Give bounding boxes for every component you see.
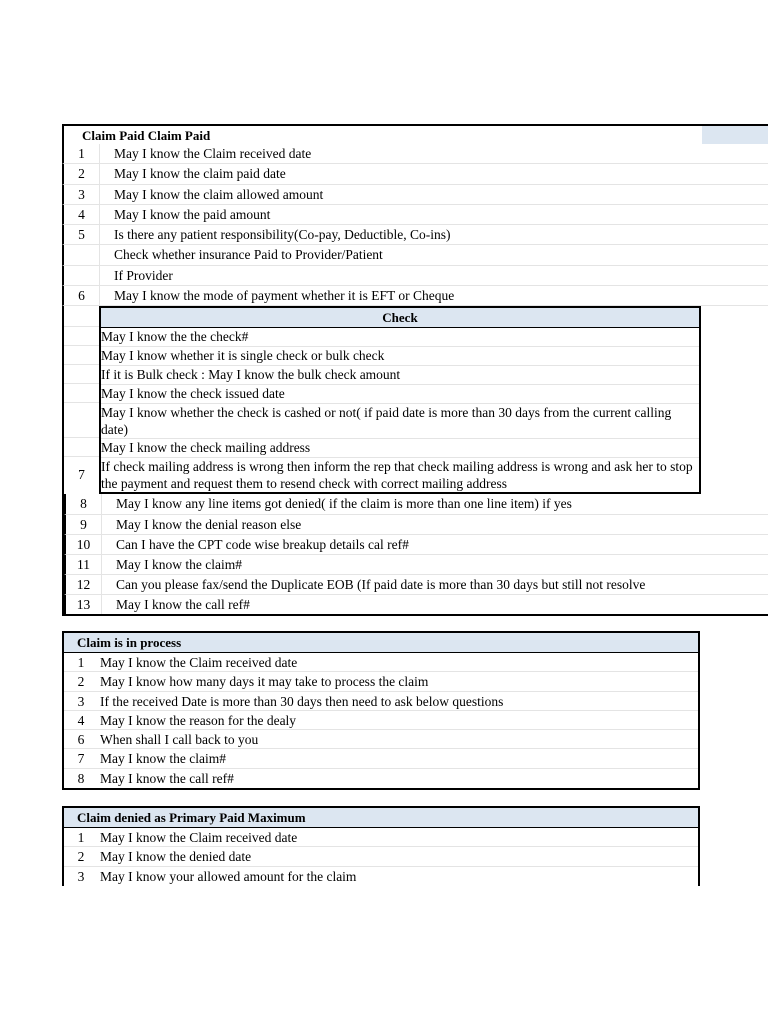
row-number: 6	[77, 732, 85, 748]
row-text: May I know the mode of payment whether it is EFT or Cheque	[114, 288, 455, 304]
table-row	[62, 225, 768, 245]
check-number-column	[64, 306, 100, 494]
row-number: 9	[66, 515, 102, 534]
row-text: May I know the denied date	[100, 849, 252, 865]
table-row	[62, 144, 768, 164]
table-row	[64, 535, 768, 555]
table-row	[64, 692, 698, 711]
row-number: 8	[66, 494, 102, 513]
row-text: May I know the claim#	[100, 751, 226, 767]
row-text: May I know your allowed amount for the claim	[100, 868, 357, 884]
row-number: 1	[77, 655, 85, 670]
row-text: Check whether insurance Paid to Provider/Patient	[114, 247, 383, 263]
row-text: May I know the Claim received date	[100, 830, 298, 845]
table-row	[64, 672, 698, 691]
row-number: 2	[64, 164, 100, 183]
denied-header: Claim denied as Primary Paid Maximum	[64, 808, 698, 828]
table-row	[64, 828, 698, 847]
table-row	[64, 555, 768, 575]
row-number: 2	[77, 849, 85, 865]
row-text: May I know the claim allowed amount	[114, 186, 324, 202]
row-number: 3	[77, 868, 85, 884]
table-row	[62, 205, 768, 225]
check-row: May I know whether the check is cashed or not( if paid date is more than 30 days from the current calling date)	[101, 404, 699, 439]
row-number: 2	[77, 674, 85, 690]
table-row	[64, 769, 698, 788]
row-text: May I know the claim#	[116, 556, 242, 572]
row-text: May I know the claim paid date	[114, 166, 286, 182]
row-text: If Provider	[114, 267, 173, 283]
row-number: 3	[64, 185, 100, 204]
check-row: May I know the check issued date	[101, 385, 699, 404]
blank-cell	[64, 365, 99, 384]
check-row: If check mailing address is wrong then inform the rep that check mailing address is wrong and ask her to stop the payment and request them to resend check with correct mailing address	[101, 459, 693, 492]
claim-paid-header	[62, 124, 768, 144]
row-number	[64, 245, 100, 264]
row-text: May I know the paid amount	[114, 206, 271, 222]
check-row: If it is Bulk check : May I know the bulk check amount	[101, 366, 699, 385]
in-process-header: Claim is in process	[64, 633, 698, 653]
table-row	[62, 245, 768, 265]
table-row	[64, 575, 768, 595]
row-number: 5	[64, 225, 100, 244]
row-text: May I know any line items got denied( if the claim is more than one line item) if yes	[116, 496, 572, 512]
denied-table	[62, 806, 700, 886]
table-row	[64, 847, 698, 866]
row-number: 4	[64, 205, 100, 224]
header-highlight	[702, 126, 768, 144]
row-text: May I know the Claim received date	[100, 655, 298, 670]
row-number: 3	[77, 693, 85, 709]
table-row	[62, 164, 768, 184]
row-number: 12	[66, 575, 102, 594]
row-number	[64, 266, 100, 285]
row-number: 7	[77, 751, 85, 767]
row-text: May I know the call ref#	[116, 597, 250, 613]
row-text: May I know how many days it may take to process the claim	[100, 674, 429, 690]
claim-paid-rows-bottom	[62, 494, 768, 616]
table-row	[64, 711, 698, 730]
row-number: 10	[66, 535, 102, 554]
row-number: 7	[78, 467, 85, 483]
table-row	[64, 595, 768, 614]
claim-paid-table	[62, 124, 768, 616]
row-number: 13	[66, 595, 102, 614]
table-row	[64, 515, 768, 535]
blank-cell	[64, 306, 99, 327]
table-row	[62, 286, 768, 306]
claim-paid-rows-top	[62, 144, 768, 306]
row-number: 1	[64, 144, 100, 163]
table-row	[64, 749, 698, 768]
check-header: Check	[101, 308, 699, 328]
table-row	[64, 867, 698, 886]
blank-cell	[64, 384, 99, 403]
check-row: May I know the the check#	[101, 328, 699, 347]
blank-cell	[64, 438, 99, 457]
row-text: May I know the denial reason else	[116, 516, 302, 532]
check-subtable	[99, 306, 701, 494]
table-row	[64, 653, 698, 672]
blank-cell	[64, 403, 99, 438]
row-text: May I know the call ref#	[100, 770, 234, 786]
row-text: If the received Date is more than 30 days then need to ask below questions	[100, 693, 504, 709]
blank-cell	[64, 346, 99, 365]
row-text: Can I have the CPT code wise breakup details cal ref#	[116, 536, 409, 552]
row-text: Is there any patient responsibility(Co-pay, Deductible, Co-ins)	[114, 227, 451, 243]
check-section	[62, 306, 768, 494]
table-row	[64, 494, 768, 514]
row-number: 6	[64, 286, 100, 305]
row-number: 11	[66, 555, 102, 574]
table-row	[64, 730, 698, 749]
row-text: May I know the Claim received date	[114, 146, 312, 161]
blank-cell	[64, 327, 99, 346]
check-row: May I know the check mailing address	[101, 439, 699, 458]
row-text: Can you please fax/send the Duplicate EOB (If paid date is more than 30 days but still not resolve	[116, 577, 646, 593]
row-number: 8	[77, 770, 85, 786]
table-row	[62, 185, 768, 205]
in-process-table	[62, 631, 700, 790]
row-number: 4	[77, 712, 85, 728]
table-row	[62, 266, 768, 286]
row-text: When shall I call back to you	[100, 732, 259, 748]
row-text: May I know the reason for the dealy	[100, 712, 297, 728]
check-row: May I know whether it is single check or bulk check	[101, 347, 699, 366]
claim-paid-title: Claim Paid Claim Paid	[82, 128, 211, 143]
row-number: 1	[77, 830, 85, 845]
